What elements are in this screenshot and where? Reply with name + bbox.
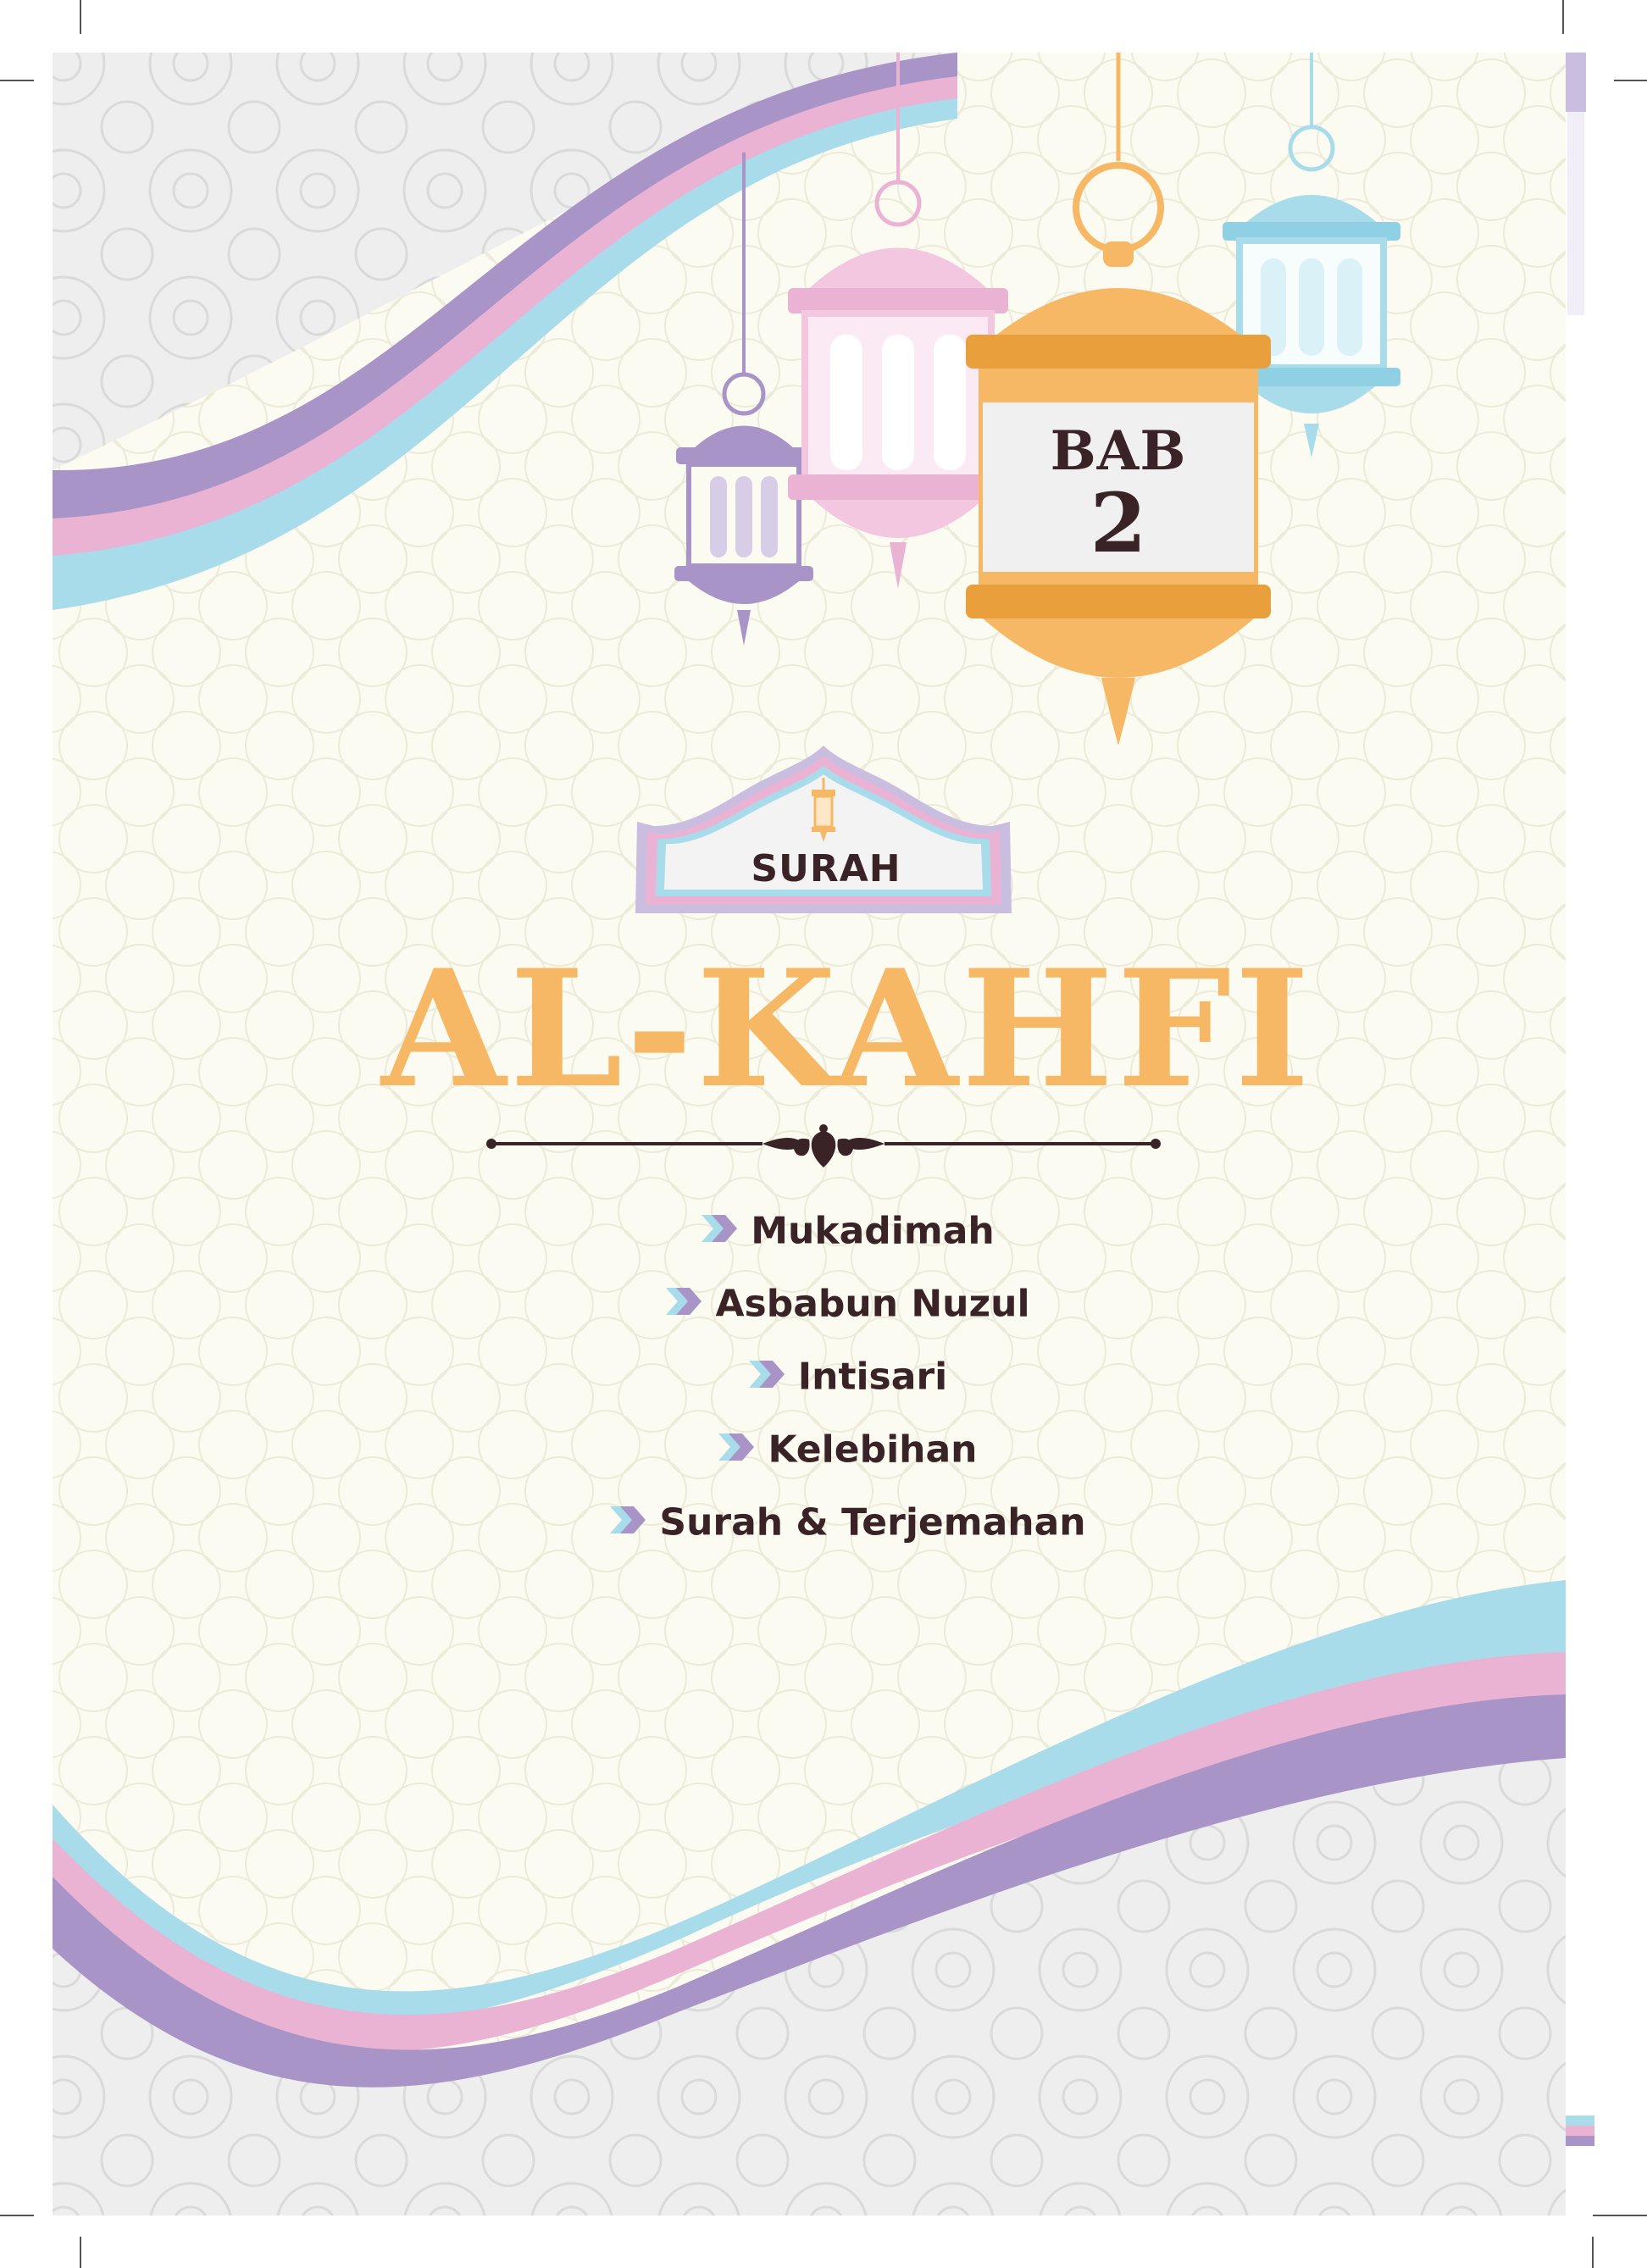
contents-item-label: Asbabun Nuzul	[715, 1282, 1030, 1326]
contents-item-label: Kelebihan	[768, 1428, 978, 1472]
contents-item	[508, 1195, 1186, 1267]
chevron-right-icon	[747, 1357, 791, 1391]
contents-item-label: Mukadimah	[751, 1209, 995, 1253]
contents-list	[508, 1195, 1186, 1559]
contents-item	[508, 1267, 1186, 1340]
chevron-right-icon	[700, 1212, 744, 1245]
contents-item	[508, 1413, 1186, 1486]
chevron-right-icon	[664, 1284, 708, 1318]
chapter-number: 2	[1090, 475, 1147, 571]
contents-item-label: Surah & Terjemahan	[659, 1500, 1086, 1544]
contents-item	[508, 1340, 1186, 1413]
chevron-right-icon	[608, 1503, 652, 1537]
contents-item	[508, 1486, 1186, 1559]
corner-stripe-tab-bottom	[1566, 2116, 1594, 2146]
corner-stripe-tab-top	[1566, 53, 1586, 315]
surah-label: SURAH	[751, 847, 901, 890]
contents-item-label: Intisari	[797, 1355, 948, 1399]
chevron-right-icon	[717, 1430, 761, 1464]
chapter-label: BAB	[1050, 419, 1187, 483]
surah-title: AL-KAHFI	[380, 934, 1313, 1123]
